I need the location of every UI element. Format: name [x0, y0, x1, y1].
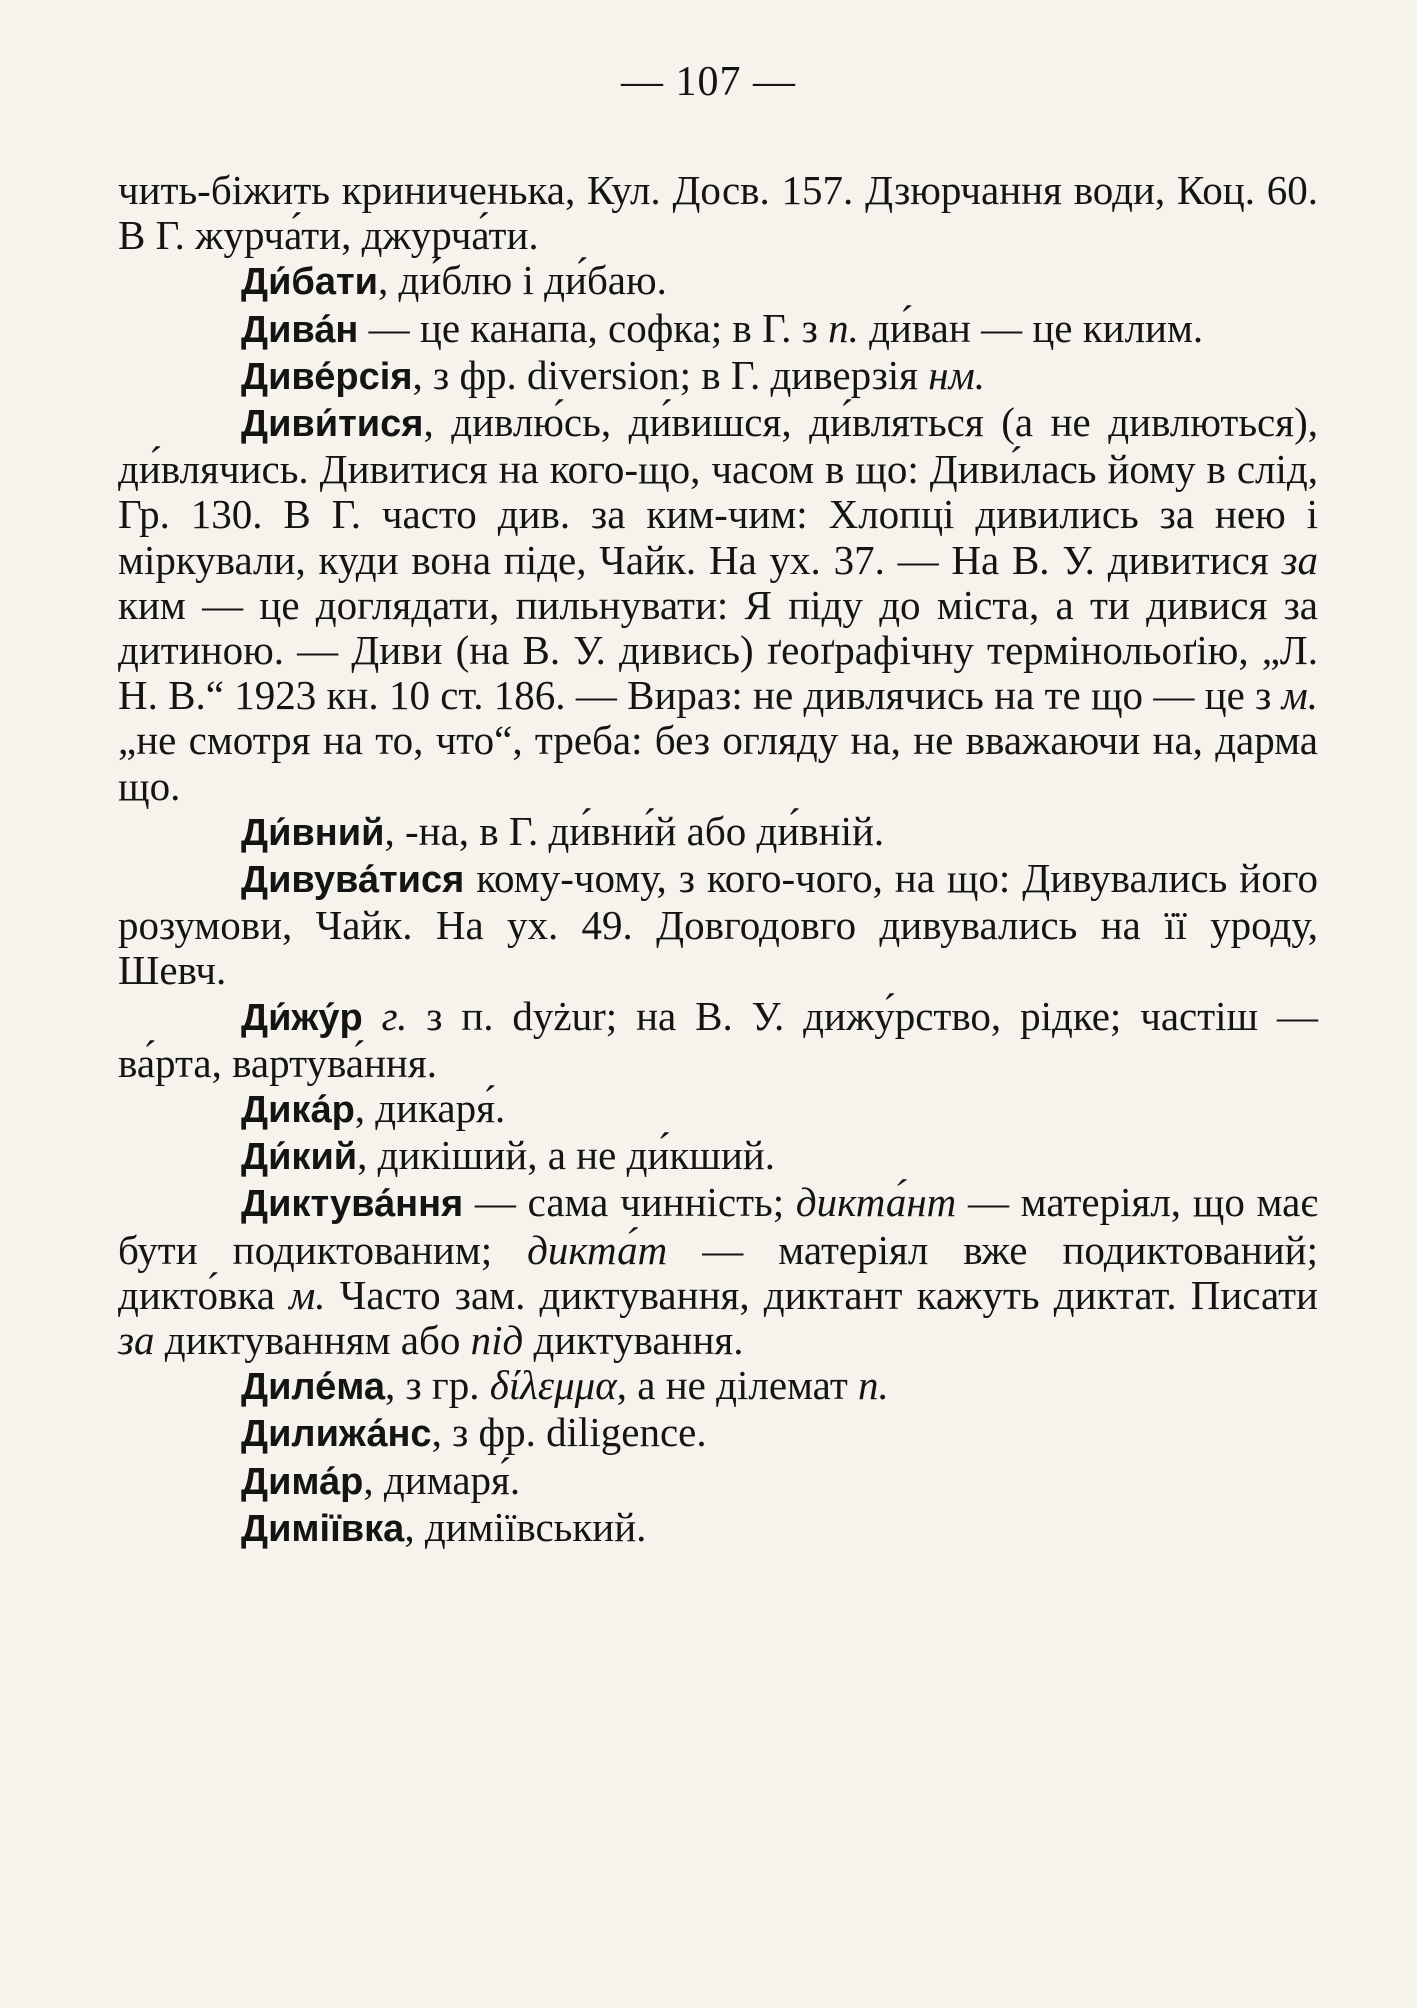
entry-headword: Диви́тися [241, 403, 424, 446]
entry-headword: Ди́жу́р [241, 996, 363, 1039]
entry-text: диктування. [523, 1317, 744, 1364]
entry-text: , дикаря́. [354, 1085, 506, 1132]
italic-abbreviation: дикта́нт [795, 1179, 957, 1226]
italic-abbreviation: п. [857, 1362, 889, 1409]
entry-text: чить-біжить криниченька, Кул. Досв. 157. Дзюрчання води, Коц. 60. В Г. журча́ти, джурча́ти. [118, 167, 1318, 259]
dictionary-entry [118, 1505, 1318, 1552]
entry-headword: Диктува́ння [241, 1183, 464, 1226]
entry-text: кому-чому, з кого-чого, на що: Дивувались його розумови, Чайк. На ух. 49. Довгодовго дивувались на її уроду, Шевч. [118, 855, 1318, 994]
entry-headword: Дива́н [241, 308, 359, 351]
italic-abbreviation: п. [828, 304, 859, 351]
dictionary-entry [118, 856, 1318, 994]
dictionary-entry [118, 809, 1318, 856]
italic-abbreviation: дикта́т [527, 1226, 668, 1273]
entry-text: , з фр. diligence. [431, 1409, 707, 1456]
italic-abbreviation: за [118, 1317, 155, 1364]
entry-text: , з фр. diversion; в Г. диверзія [412, 351, 929, 398]
entry-text: , димаря́. [363, 1456, 521, 1503]
entry-headword: Дима́р [241, 1460, 364, 1503]
page-number-header: — 107 — [621, 59, 796, 105]
italic-abbreviation: нм. [928, 351, 986, 398]
entry-text: , дивлю́сь, ди́вишся, ди́вляться (а не дивлються), ди́влячись. Дивитися на кого-що, часом в що: Диви́лась йому в слід, Гр. 130. В Г. часто див. за ким-чим: Хлопці дивились за нею і міркували, куди вона піде, Чайк. На ух. 37. — На В. У. дивитися [118, 399, 1318, 583]
dictionary-entry [118, 1180, 1318, 1363]
italic-abbreviation: під [470, 1317, 524, 1364]
entry-headword: Ди́бати [241, 261, 379, 304]
dictionary-entry [118, 1458, 1318, 1505]
dictionary-entry [118, 400, 1318, 809]
entry-text: — це канапа, софка; в Г. з [358, 304, 829, 351]
dictionary-entry [118, 994, 1318, 1086]
entry-text: , дикіший, а не ди́кший. [357, 1132, 775, 1179]
dictionary-entry [118, 258, 1318, 305]
entry-headword: Дика́р [241, 1089, 355, 1132]
entry-text: диктуванням або [154, 1317, 471, 1364]
entry-headword: Диле́ма [241, 1366, 385, 1409]
entry-text: Часто зам. диктування, диктант кажуть диктат. Писати [325, 1271, 1318, 1318]
dictionary-text-block [118, 168, 1318, 1552]
italic-abbreviation: г. [381, 992, 408, 1039]
entry-text [363, 993, 382, 1039]
entry-text: з п. dyżur; на В. У. дижу́рство, рідке; частіш — ва́рта, вартува́ння. [118, 992, 1318, 1086]
entry-text: , диміївський. [404, 1503, 647, 1550]
continuation-paragraph [118, 168, 1318, 258]
entry-text: — матеріял вже подиктований; дикто́вка [118, 1226, 1318, 1318]
dictionary-entry [118, 353, 1318, 400]
entry-text: , ди́блю і ди́баю. [378, 257, 667, 304]
entry-text: „не смотря на то, что“, треба: без огляду на, не вважаючи на, дарма що. [118, 717, 1318, 809]
italic-abbreviation: м. [289, 1271, 326, 1318]
dictionary-entry [118, 1363, 1318, 1410]
dictionary-entry [118, 1410, 1318, 1457]
entry-text: , а не ділемат [616, 1362, 858, 1409]
entry-text: — матеріял, що має бути подиктованим; [118, 1179, 1318, 1273]
entry-headword: Диве́рсія [241, 355, 413, 398]
entry-headword: Ди́вний [241, 811, 385, 854]
dictionary-entry [118, 306, 1318, 353]
entry-headword: Дилижа́нс [241, 1413, 432, 1456]
entry-text: — сама чинність; [463, 1179, 796, 1226]
entry-headword: Дивува́тися [241, 859, 465, 902]
entry-headword: Диміївка [241, 1507, 405, 1550]
italic-abbreviation: δίλεμμα [489, 1362, 617, 1409]
entry-text: ким — це доглядати, пильнувати: Я піду до міста, а ти дивися за дитиною. — Диви (на В. У. дивись) ґеоґрафічну термінольоґію, „Л. Н. В.“ 1923 кн. 10 ст. 186. — Вираз: не дивлячись на те що — це з [118, 581, 1318, 719]
entry-headword: Ди́кий [241, 1136, 358, 1179]
italic-abbreviation: м. [1281, 672, 1318, 719]
entry-text: , -на, в Г. ди́вни́й або ди́вній. [384, 807, 885, 854]
entry-text: ди́ван — це килим. [858, 304, 1204, 351]
dictionary-entry [118, 1086, 1318, 1133]
entry-text: , з гр. [384, 1362, 490, 1409]
dictionary-entry [118, 1133, 1318, 1180]
italic-abbreviation: за [1281, 536, 1318, 583]
